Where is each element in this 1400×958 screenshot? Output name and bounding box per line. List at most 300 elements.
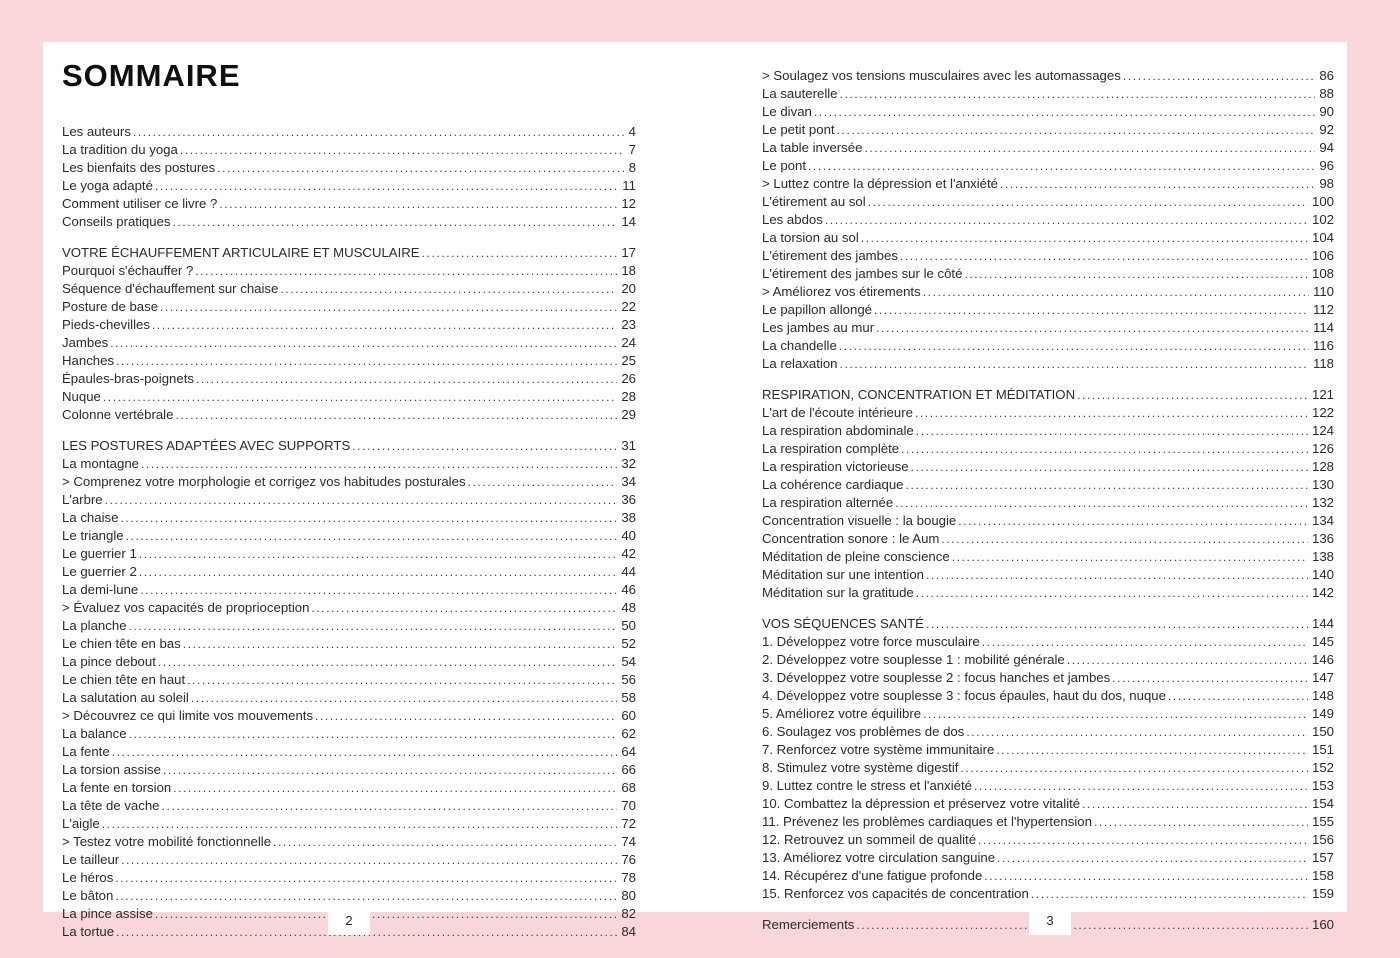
toc-entry-page: 92	[1319, 122, 1334, 137]
toc-dot-leader	[173, 214, 618, 231]
toc-entry-label: 13. Améliorez votre circulation sanguine	[762, 850, 996, 865]
toc-entry-page: 72	[621, 816, 636, 831]
toc-dot-leader	[1123, 68, 1316, 85]
toc-entry	[62, 159, 636, 177]
toc-entry-page: 17	[621, 245, 636, 260]
toc-entry	[62, 213, 636, 231]
toc-group	[762, 615, 1334, 903]
toc-entry-label: Le guerrier 2	[62, 564, 137, 579]
toc-dot-leader	[916, 585, 1308, 602]
toc-entry-page: 31	[621, 438, 636, 453]
toc-entry-label: Jambes	[62, 335, 109, 350]
toc-entry-page: 20	[621, 281, 636, 296]
toc-entry-label: VOTRE ÉCHAUFFEMENT ARTICULAIRE ET MUSCULAIRE	[62, 245, 420, 260]
toc-entry	[62, 833, 636, 851]
toc-entry	[62, 334, 636, 352]
toc-entry	[62, 298, 636, 316]
toc-entry-label: L'aigle	[62, 816, 100, 831]
toc-dot-leader	[103, 389, 617, 406]
toc-entry-page: 124	[1311, 423, 1334, 438]
toc-dot-leader	[175, 407, 617, 424]
toc-dot-leader	[315, 708, 617, 725]
toc-group	[762, 67, 1334, 373]
toc-entry-page: 150	[1311, 724, 1334, 739]
toc-entry-label: La tradition du yoga	[62, 142, 178, 157]
toc-dot-leader	[155, 178, 618, 195]
toc-entry-page: 130	[1311, 477, 1334, 492]
toc-entry	[762, 759, 1334, 777]
toc-dot-leader	[129, 726, 618, 743]
toc-dot-leader	[115, 888, 617, 905]
toc-entry-page: 118	[1312, 356, 1334, 371]
toc-entry-label: La tortue	[62, 924, 115, 939]
toc-group	[762, 386, 1334, 602]
toc-entry-label: Nuque	[62, 389, 101, 404]
toc-entry	[762, 103, 1334, 121]
toc-entry	[62, 797, 636, 815]
toc-entry	[762, 247, 1334, 265]
toc-entry-page: 36	[621, 492, 636, 507]
toc-entry	[762, 885, 1334, 903]
toc-entry	[762, 476, 1334, 494]
toc-entry-page: 28	[621, 389, 636, 404]
toc-dot-leader	[984, 868, 1308, 885]
toc-dot-leader	[982, 634, 1308, 651]
toc-entry-label: La cohérence cardiaque	[762, 477, 904, 492]
toc-entry	[762, 211, 1334, 229]
toc-entry	[762, 175, 1334, 193]
toc-dot-leader	[906, 477, 1308, 494]
toc-entry-page: 88	[1319, 86, 1334, 101]
toc-entry	[762, 265, 1334, 283]
page-number-tab-left	[328, 911, 370, 935]
toc-dot-leader	[422, 245, 618, 262]
toc-entry-label: Colonne vertébrale	[62, 407, 174, 422]
toc-entry-page: 154	[1311, 796, 1334, 811]
toc-entry	[762, 705, 1334, 723]
toc-entry-label: La chaise	[62, 510, 119, 525]
toc-dot-leader	[1082, 796, 1308, 813]
toc-entry-label: La fente en torsion	[62, 780, 172, 795]
toc-entry-label: 6. Soulagez vos problèmes de dos	[762, 724, 965, 739]
toc-entry	[762, 458, 1334, 476]
toc-entry-label: RESPIRATION, CONCENTRATION ET MÉDITATION	[762, 387, 1076, 402]
toc-entry-label: VOS SÉQUENCES SANTÉ	[762, 616, 924, 631]
toc-entry-label: Le bâton	[62, 888, 114, 903]
toc-dot-leader	[1112, 670, 1308, 687]
toc-entry-label: La torsion assise	[62, 762, 161, 777]
toc-entry-label: Le divan	[762, 104, 812, 119]
toc-entry-page: 58	[621, 690, 636, 705]
toc-dot-leader	[911, 459, 1308, 476]
toc-entry-label: Le chien tête en haut	[62, 672, 186, 687]
toc-dot-leader	[808, 158, 1315, 175]
toc-entry-page: 60	[621, 708, 636, 723]
toc-entry-label: La demi-lune	[62, 582, 139, 597]
toc-dot-leader	[139, 564, 618, 581]
toc-entry-label: Le guerrier 1	[62, 546, 137, 561]
toc-entry-page: 98	[1319, 176, 1334, 191]
toc-dot-leader	[926, 567, 1308, 584]
toc-entry-label: Le héros	[62, 870, 114, 885]
toc-entry-page: 126	[1311, 441, 1334, 456]
toc-entry	[762, 849, 1334, 867]
toc-entry	[62, 177, 636, 195]
toc-entry	[762, 566, 1334, 584]
toc-dot-leader	[966, 724, 1308, 741]
toc-entry-page: 68	[621, 780, 636, 795]
toc-entry	[762, 404, 1334, 422]
toc-dot-leader	[121, 852, 617, 869]
toc-entry-page: 80	[621, 888, 636, 903]
toc-entry	[762, 422, 1334, 440]
toc-entry-label: La relaxation	[762, 356, 838, 371]
toc-dot-leader	[352, 438, 617, 455]
toc-entry-label: L'étirement des jambes	[762, 248, 898, 263]
toc-entry-page: 122	[1311, 405, 1334, 420]
toc-dot-leader	[155, 906, 617, 923]
toc-dot-leader	[180, 142, 625, 159]
toc-entry-page: 76	[621, 852, 636, 867]
toc-dot-leader	[840, 356, 1309, 373]
toc-dot-leader	[996, 742, 1308, 759]
toc-entry	[62, 473, 636, 491]
toc-entry-page: 40	[621, 528, 636, 543]
toc-entry	[62, 195, 636, 213]
toc-group	[62, 437, 636, 941]
toc-entry	[62, 563, 636, 581]
toc-dot-leader	[140, 582, 617, 599]
toc-entry	[62, 509, 636, 527]
toc-entry-label: La fente	[62, 744, 110, 759]
toc-entry-page: 38	[621, 510, 636, 525]
toc-entry-page: 151	[1311, 742, 1334, 757]
toc-entry-page: 64	[621, 744, 636, 759]
toc-entry-page: 142	[1311, 585, 1334, 600]
toc-entry-label: Hanches	[62, 353, 115, 368]
toc-entry	[762, 229, 1334, 247]
toc-entry-label: Méditation de pleine conscience	[762, 549, 950, 564]
toc-dot-leader	[160, 299, 617, 316]
toc-entry-label: 1. Développez votre force musculaire	[762, 634, 980, 649]
toc-entry-label: 10. Combattez la dépression et préservez votre vitalité	[762, 796, 1081, 811]
toc-entry-label: 3. Développez votre souplesse 2 : focus hanches et jambes	[762, 670, 1111, 685]
toc-entry	[62, 887, 636, 905]
toc-entry-label: L'art de l'écoute intérieure	[762, 405, 913, 420]
toc-entry-page: 48	[621, 600, 636, 615]
toc-entry-label: La respiration complète	[762, 441, 900, 456]
toc-entry-page: 90	[1319, 104, 1334, 119]
toc-entry-label: > Luttez contre la dépression et l'anxiété	[762, 176, 999, 191]
toc-dot-leader	[1067, 652, 1308, 669]
page-title: SOMMAIRE	[62, 58, 241, 93]
toc-entry-label: 11. Prévenez les problèmes cardiaques et l'hypertension	[762, 814, 1092, 829]
toc-entry-label: La respiration abdominale	[762, 423, 914, 438]
toc-column-left	[62, 42, 636, 941]
toc-entry-page: 116	[1312, 338, 1334, 353]
toc-entry-page: 114	[1312, 320, 1334, 335]
toc-entry	[762, 687, 1334, 705]
toc-entry	[62, 635, 636, 653]
toc-section-entry	[62, 437, 636, 455]
toc-entry	[62, 352, 636, 370]
toc-dot-leader	[1094, 814, 1308, 831]
toc-entry-label: 7. Renforcez votre système immunitaire	[762, 742, 995, 757]
toc-entry	[762, 319, 1334, 337]
toc-dot-leader	[116, 353, 617, 370]
toc-dot-leader	[814, 104, 1315, 121]
toc-entry-page: 24	[621, 335, 636, 350]
toc-dot-leader	[856, 917, 1308, 934]
toc-dot-leader	[952, 549, 1308, 566]
toc-entry	[62, 743, 636, 761]
toc-entry	[62, 262, 636, 280]
toc-dot-leader	[273, 834, 617, 851]
toc-entry	[762, 530, 1334, 548]
toc-entry	[762, 301, 1334, 319]
toc-dot-leader	[162, 798, 618, 815]
toc-entry-page: 112	[1312, 302, 1334, 317]
toc-entry	[62, 761, 636, 779]
toc-entry-page: 46	[621, 582, 636, 597]
book-spread	[43, 42, 1347, 939]
toc-entry-label: La respiration alternée	[762, 495, 894, 510]
toc-entry	[62, 491, 636, 509]
toc-entry	[762, 440, 1334, 458]
page-number-tab-right	[1029, 911, 1071, 935]
toc-entry-label: Séquence d'échauffement sur chaise	[62, 281, 279, 296]
toc-entry	[762, 723, 1334, 741]
toc-dot-leader	[901, 441, 1308, 458]
toc-entry-label: Le pont	[762, 158, 806, 173]
toc-entry-page: 86	[1319, 68, 1334, 83]
toc-entry-label: Méditation sur une intention	[762, 567, 925, 582]
toc-group	[62, 244, 636, 424]
toc-entry	[62, 725, 636, 743]
toc-entry-page: 66	[621, 762, 636, 777]
toc-entry-page: 23	[621, 317, 636, 332]
toc-entry-page: 74	[621, 834, 636, 849]
toc-entry	[62, 581, 636, 599]
toc-dot-leader	[468, 474, 618, 491]
toc-dot-leader	[916, 423, 1308, 440]
toc-dot-leader	[110, 335, 617, 352]
toc-entry-page: 18	[621, 263, 636, 278]
toc-entry-label: Conseils pratiques	[62, 214, 171, 229]
toc-dot-leader	[191, 690, 617, 707]
toc-dot-leader	[958, 513, 1308, 530]
toc-entry-page: 146	[1311, 652, 1334, 667]
toc-entry-label: Posture de base	[62, 299, 159, 314]
toc-entry-page: 106	[1311, 248, 1334, 263]
toc-entry-page: 140	[1311, 567, 1334, 582]
toc-entry	[762, 355, 1334, 373]
toc-entry-page: 32	[621, 456, 636, 471]
toc-dot-leader	[895, 495, 1308, 512]
toc-entry	[62, 599, 636, 617]
toc-entry-page: 159	[1311, 886, 1334, 901]
toc-entry	[762, 337, 1334, 355]
toc-entry	[62, 617, 636, 635]
toc-column-right	[762, 42, 1334, 934]
toc-entry-label: L'arbre	[62, 492, 103, 507]
toc-entry	[762, 584, 1334, 602]
toc-entry-label: La table inversée	[762, 140, 863, 155]
toc-dot-leader	[139, 546, 618, 563]
toc-entry-page: 102	[1311, 212, 1334, 227]
toc-entry-page: 8	[628, 160, 636, 175]
toc-entry-page: 156	[1311, 832, 1334, 847]
toc-entry-label: La balance	[62, 726, 127, 741]
toc-entry	[762, 777, 1334, 795]
toc-dot-leader	[964, 266, 1308, 283]
toc-entry-page: 104	[1311, 230, 1334, 245]
toc-entry-page: 134	[1311, 513, 1334, 528]
toc-entry-label: > Testez votre mobilité fonctionnelle	[62, 834, 272, 849]
toc-entry-label: Les jambes au mur	[762, 320, 875, 335]
toc-entry-label: > Améliorez vos étirements	[762, 284, 921, 299]
toc-entry-page: 25	[621, 353, 636, 368]
toc-entry	[62, 527, 636, 545]
toc-entry-page: 82	[621, 906, 636, 921]
toc-entry-page: 56	[621, 672, 636, 687]
toc-group	[62, 123, 636, 231]
toc-entry-label: LES POSTURES ADAPTÉES AVEC SUPPORTS	[62, 438, 351, 453]
toc-entry-page: 62	[621, 726, 636, 741]
toc-entry-label: 5. Améliorez votre équilibre	[762, 706, 922, 721]
toc-entry-label: Le yoga adapté	[62, 178, 153, 193]
toc-entry-label: L'étirement des jambes sur le côté	[762, 266, 963, 281]
toc-dot-leader	[941, 531, 1308, 548]
toc-entry-page: 136	[1311, 531, 1334, 546]
toc-dot-leader	[974, 778, 1308, 795]
toc-entry	[762, 157, 1334, 175]
toc-dot-leader	[915, 405, 1308, 422]
toc-entry-label: Concentration sonore : le Aum	[762, 531, 940, 546]
toc-entry	[762, 831, 1334, 849]
toc-entry	[762, 813, 1334, 831]
toc-entry	[62, 671, 636, 689]
toc-entry-page: 149	[1311, 706, 1334, 721]
toc-entry	[62, 316, 636, 334]
toc-entry-label: Pieds-chevilles	[62, 317, 150, 332]
toc-entry-label: Remerciements	[762, 917, 855, 932]
toc-dot-leader	[864, 140, 1315, 157]
toc-entry-label: > Évaluez vos capacités de proprioception	[62, 600, 310, 615]
toc-dot-leader	[158, 654, 617, 671]
toc-entry	[62, 455, 636, 473]
toc-entry-label: Comment utiliser ce livre ?	[62, 196, 218, 211]
toc-dot-leader	[120, 510, 617, 527]
toc-dot-leader	[876, 320, 1309, 337]
toc-entry-label: La torsion au sol	[762, 230, 859, 245]
toc-dot-leader	[115, 870, 617, 887]
toc-entry-label: La sauterelle	[762, 86, 838, 101]
toc-dot-leader	[1000, 176, 1315, 193]
toc-dot-leader	[840, 86, 1316, 103]
toc-entry-page: 110	[1312, 284, 1334, 299]
toc-dot-leader	[874, 302, 1309, 319]
toc-entry-label: Épaules-bras-poignets	[62, 371, 194, 386]
toc-entry-page: 7	[628, 142, 636, 157]
toc-entry	[762, 121, 1334, 139]
toc-entry-label: 8. Stimulez votre système digestif	[762, 760, 959, 775]
toc-entry	[762, 494, 1334, 512]
toc-entry	[62, 406, 636, 424]
toc-section-entry	[62, 244, 636, 262]
toc-dot-leader	[183, 636, 618, 653]
toc-entry-label: Pourquoi s'échauffer ?	[62, 263, 194, 278]
toc-entry-label: 4. Développez votre souplesse 3 : focus épaules, haut du dos, nuque	[762, 688, 1166, 703]
toc-dot-leader	[126, 528, 618, 545]
toc-dot-leader	[861, 230, 1308, 247]
toc-entry	[762, 651, 1334, 669]
toc-entry	[762, 512, 1334, 530]
toc-entry-label: Le papillon allongé	[762, 302, 872, 317]
toc-entry	[762, 139, 1334, 157]
toc-dot-leader	[196, 371, 617, 388]
toc-entry-page: 44	[621, 564, 636, 579]
toc-entry	[62, 779, 636, 797]
toc-entry-page: 138	[1311, 549, 1334, 564]
toc-entry	[62, 370, 636, 388]
toc-entry-label: Les abdos	[762, 212, 823, 227]
toc-dot-leader	[926, 616, 1308, 633]
toc-entry	[762, 67, 1334, 85]
toc-entry-page: 29	[621, 407, 636, 422]
toc-dot-leader	[173, 780, 617, 797]
toc-dot-leader	[923, 706, 1308, 723]
toc-entry	[62, 851, 636, 869]
toc-dot-leader	[187, 672, 617, 689]
toc-entry	[762, 741, 1334, 759]
toc-dot-leader	[1168, 688, 1308, 705]
toc-entry	[762, 85, 1334, 103]
toc-dot-leader	[311, 600, 617, 617]
toc-entry-label: La respiration victorieuse	[762, 459, 909, 474]
toc-entry-page: 132	[1311, 495, 1334, 510]
toc-entry-label: L'étirement au sol	[762, 194, 866, 209]
toc-entry-label: La salutation au soleil	[62, 690, 189, 705]
toc-dot-leader	[195, 263, 617, 280]
toc-entry-label: > Comprenez votre morphologie et corrigez vos habitudes posturales	[62, 474, 466, 489]
toc-entry-label: La pince debout	[62, 654, 156, 669]
toc-entry-page: 160	[1311, 917, 1334, 932]
toc-dot-leader	[978, 832, 1308, 849]
toc-entry-page: 50	[621, 618, 636, 633]
toc-entry-page: 96	[1319, 158, 1334, 173]
toc-entry-page: 100	[1311, 194, 1334, 209]
toc-dot-leader	[960, 760, 1308, 777]
toc-dot-leader	[112, 744, 618, 761]
toc-entry-page: 157	[1311, 850, 1334, 865]
toc-entry-label: 9. Luttez contre le stress et l'anxiété	[762, 778, 972, 793]
toc-entry	[62, 141, 636, 159]
toc-entry-page: 148	[1311, 688, 1334, 703]
toc-entry-page: 153	[1311, 778, 1334, 793]
toc-entry-label: Les bienfaits des postures	[62, 160, 216, 175]
page-number-right: 3	[1046, 913, 1054, 928]
toc-dot-leader	[133, 124, 625, 141]
toc-entry	[762, 193, 1334, 211]
toc-entry-page: 26	[621, 371, 636, 386]
toc-entry-page: 108	[1311, 266, 1334, 281]
toc-entry-page: 4	[628, 124, 636, 139]
toc-entry-label: La chandelle	[762, 338, 837, 353]
toc-dot-leader	[280, 281, 617, 298]
toc-entry-page: 152	[1311, 760, 1334, 775]
toc-dot-leader	[1031, 886, 1308, 903]
